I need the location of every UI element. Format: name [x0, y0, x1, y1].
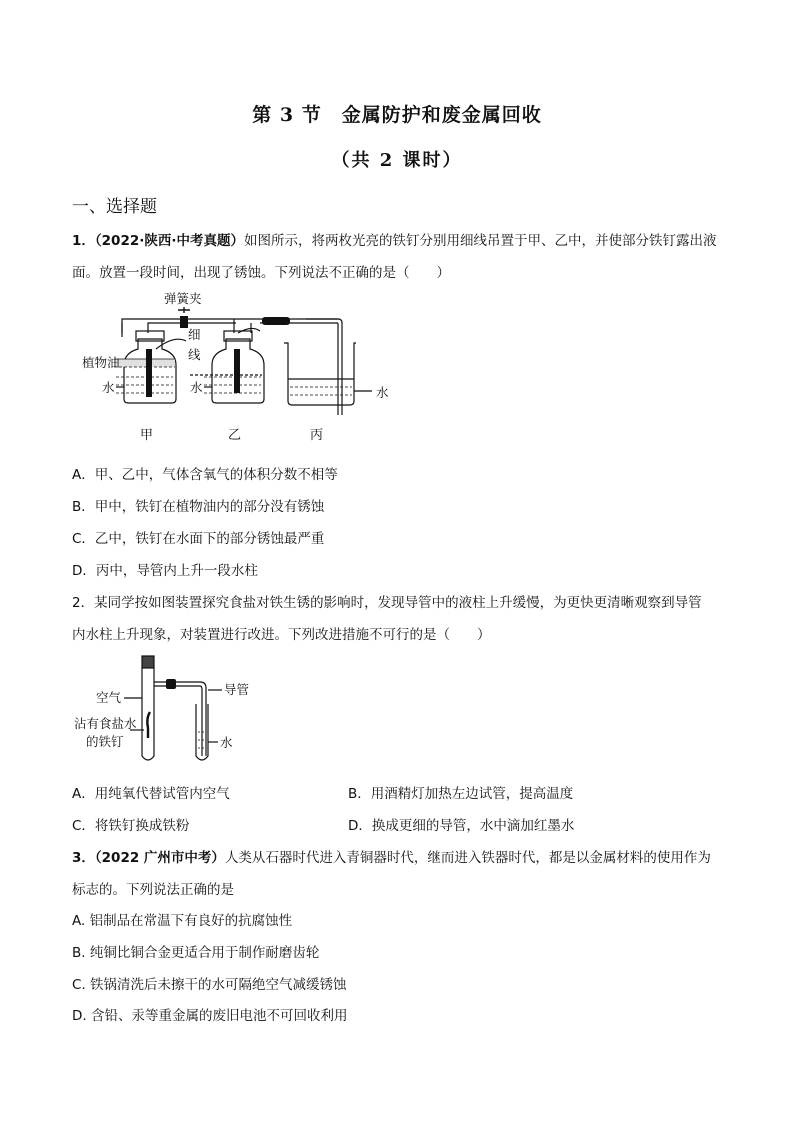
- q2-option-a: A．用纯氧代替试管内空气: [72, 786, 230, 802]
- q3-number: 3．: [72, 850, 95, 866]
- q1-number: 1．: [72, 233, 95, 249]
- q1-option-b: B．甲中，铁钉在植物油内的部分没有锈蚀: [72, 499, 325, 515]
- q1-line-2: 面。放置一段时间，出现了锈蚀。下列说法不正确的是（ ）: [72, 265, 450, 281]
- q1-oil-label: 植物油: [82, 355, 120, 370]
- q1-water-c-label: 水: [376, 385, 389, 400]
- q3-source: （2022 广州市中考）: [94, 850, 225, 866]
- q2-nail-label-1: 沾有食盐水: [74, 716, 137, 731]
- q2-figure: [72, 652, 272, 764]
- q3-line-1: [72, 846, 711, 866]
- q1-flask-a-label: 甲: [140, 428, 154, 443]
- q1-water-a-label: 水: [102, 380, 115, 395]
- q3-option-a: A. 铝制品在常温下有良好的抗腐蚀性: [72, 913, 293, 929]
- q1-text-1: 如图所示，将两枚光亮的铁钉分别用细线吊置于甲、乙中，并使部分铁钉露出液: [244, 233, 717, 249]
- q3-option-c: C. 铁锅清洗后未擦干的水可隔绝空气减缓锈蚀: [72, 977, 347, 993]
- q1-option-a: A．甲、乙中，气体含氧气的体积分数不相等: [72, 467, 338, 483]
- q1-flask-b-label: 乙: [228, 428, 242, 443]
- q2-option-d: D．换成更细的导管，水中滴加红墨水: [348, 818, 575, 834]
- q3-option-d: D. 含铅、汞等重金属的废旧电池不可回收利用: [72, 1008, 348, 1024]
- q1-water-b-label: 水: [190, 380, 203, 395]
- page-title: 第 3 节 金属防护和废金属回收: [252, 104, 542, 126]
- q1-clip-label: 弹簧夹: [164, 291, 202, 306]
- q3-text-1: 人类从石器时代进入青铜器时代，继而进入铁器时代，都是以金属材料的使用作为: [224, 850, 711, 866]
- q2-tube-label: 导管: [224, 682, 250, 697]
- q1-line-1: [72, 229, 717, 249]
- q2-line-1: 2．某同学按如图装置探究食盐对铁生锈的影响时，发现导管中的液柱上升缓慢，为更快更清晰观察到导管: [72, 595, 702, 611]
- q2-water-label: 水: [220, 735, 233, 750]
- q2-air-label: 空气: [96, 690, 122, 705]
- q3-option-b: B. 纯铜比铜合金更适合用于制作耐磨齿轮: [72, 945, 320, 961]
- q1-figure: [76, 287, 396, 445]
- q1-flask-c-label: 丙: [310, 428, 324, 443]
- q1-string-label-1: 细: [188, 327, 201, 342]
- q2-option-c: C．将铁钉换成铁粉: [72, 818, 190, 834]
- section-title: 一、选择题: [72, 197, 157, 217]
- q2-nail-label-2: 的铁钉: [86, 734, 124, 749]
- q3-line-2: 标志的。下列说法正确的是: [72, 882, 234, 898]
- q1-option-d: D．丙中，导管内上升一段水柱: [72, 563, 258, 579]
- q1-source: （2022·陕西·中考真题）: [94, 233, 244, 249]
- q1-option-c: C．乙中，铁钉在水面下的部分锈蚀最严重: [72, 531, 325, 547]
- q1-string-label-2: 线: [188, 347, 201, 362]
- q2-option-b: B．用酒精灯加热左边试管，提高温度: [348, 786, 574, 802]
- q2-line-2: 内水柱上升现象，对装置进行改进。下列改进措施不可行的是（ ）: [72, 627, 491, 643]
- page-subtitle: （共 2 课时）: [331, 150, 463, 171]
